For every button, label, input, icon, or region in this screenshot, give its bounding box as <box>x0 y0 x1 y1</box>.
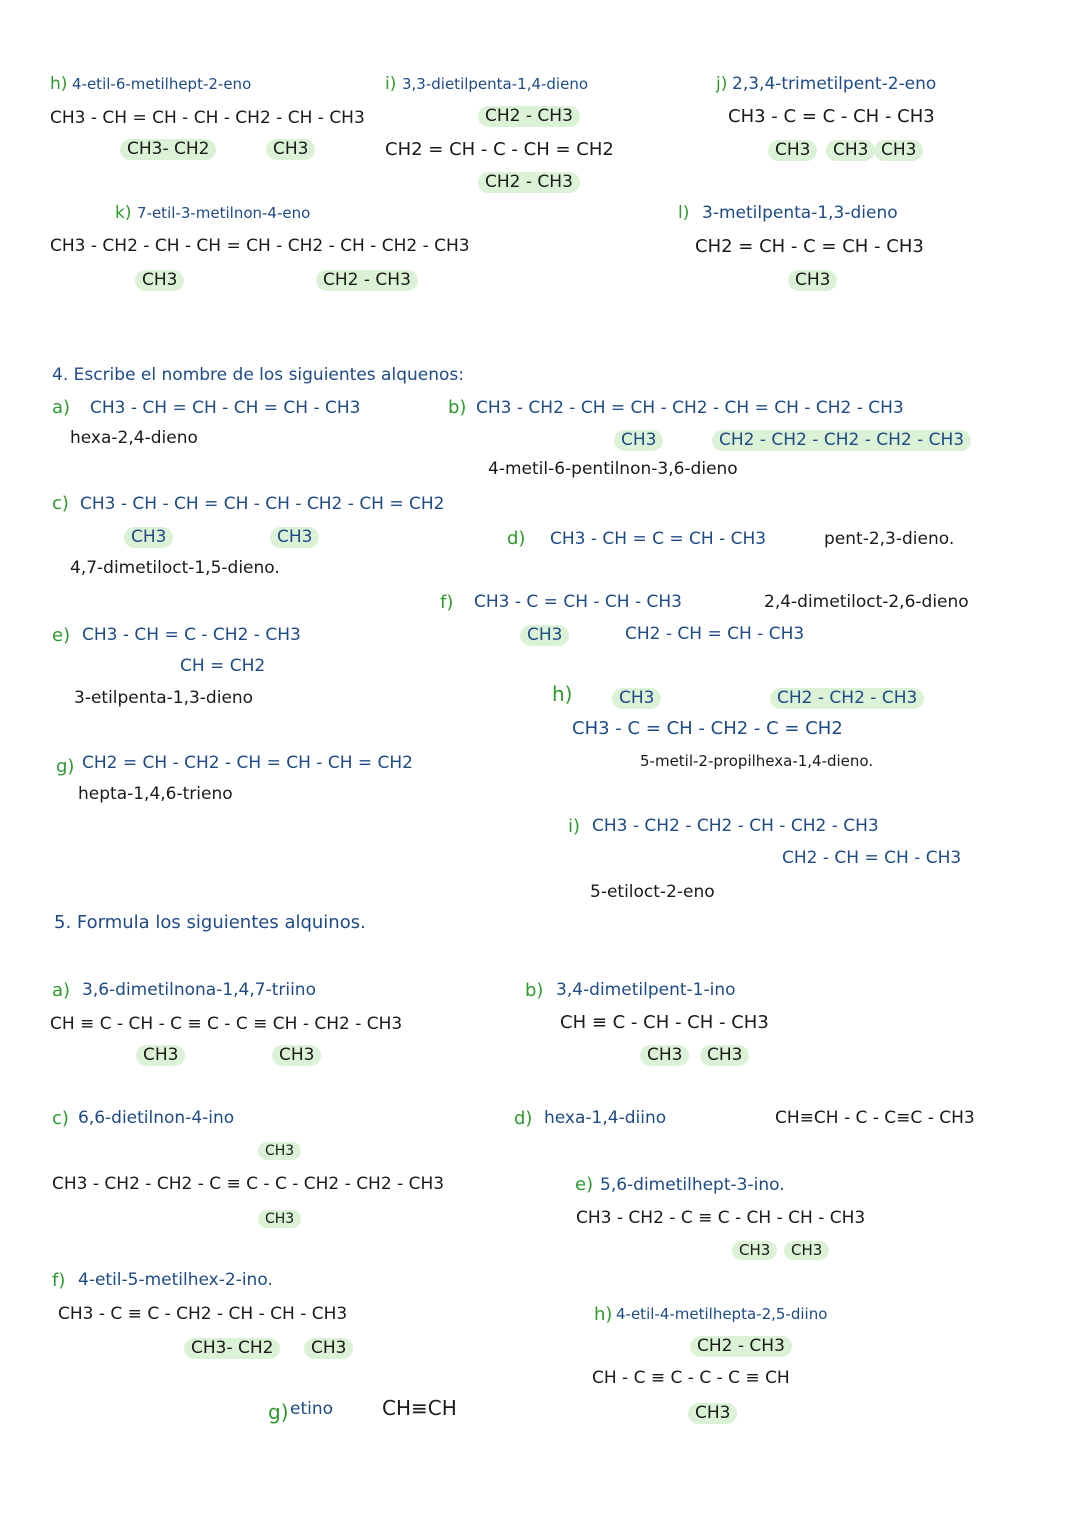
formula-main: CH3 - C = CH - CH - CH3 <box>474 592 682 612</box>
item-label: d) <box>507 528 526 549</box>
formula: CH≡CH <box>382 1396 457 1420</box>
item-label: f) <box>52 1270 66 1291</box>
substituent: CH3 <box>272 1045 321 1066</box>
formula-main: CH3 - C ≡ C - CH2 - CH - CH - CH3 <box>58 1304 348 1324</box>
answer: 5-etiloct-2-eno <box>590 882 715 902</box>
substituent-top: CH2 - CH3 <box>690 1336 792 1357</box>
substituent: CH3 <box>826 140 875 161</box>
compound-name: etino <box>290 1399 334 1419</box>
compound-name: 5,6-dimetilhept-3-ino. <box>600 1175 785 1195</box>
section-5-title: 5. Formula los siguientes alquinos. <box>54 912 366 933</box>
item-label: h) <box>50 74 68 94</box>
item-label: d) <box>514 1108 533 1129</box>
substituent-top: CH2 - CH2 - CH3 <box>770 688 924 709</box>
compound-name: 4-etil-5-metilhex-2-ino. <box>78 1270 273 1290</box>
answer: 3-etilpenta-1,3-dieno <box>74 688 254 708</box>
formula-main: CH - C ≡ C - C - C ≡ CH <box>592 1368 790 1388</box>
answer: 2,4-dimetiloct-2,6-dieno <box>764 592 969 612</box>
formula-main: CH ≡ C - CH - C ≡ C - C ≡ CH - CH2 - CH3 <box>50 1014 403 1034</box>
formula-main: CH3 - CH2 - CH2 - CH - CH2 - CH3 <box>592 816 879 836</box>
answer: hepta-1,4,6-trieno <box>78 784 233 804</box>
substituent: CH3 <box>135 270 184 291</box>
formula-main: CH2 = CH - CH2 - CH = CH - CH = CH2 <box>82 753 414 773</box>
item-label: b) <box>448 397 467 418</box>
item-label: j) <box>716 74 728 94</box>
substituent-bottom: CH3 <box>258 1210 301 1228</box>
compound-name: 6,6-dietilnon-4-ino <box>78 1108 235 1128</box>
item-label: e) <box>575 1174 594 1195</box>
substituent-bottom: CH3 <box>688 1403 737 1424</box>
item-label: l) <box>678 203 690 223</box>
item-label: i) <box>568 816 581 837</box>
item-label: e) <box>52 625 71 646</box>
compound-name: 7-etil-3-metilnon-4-eno <box>137 204 311 222</box>
substituent: CH3 <box>788 270 837 291</box>
substituent: CH3 <box>124 527 173 548</box>
substituent-top: CH3 <box>258 1142 301 1160</box>
substituent-bottom: CH2 - CH3 <box>478 172 580 193</box>
compound-name: 3,4-dimetilpent-1-ino <box>556 980 736 1000</box>
answer: 5-metil-2-propilhexa-1,4-dieno. <box>640 752 874 770</box>
answer: pent-2,3-dieno. <box>824 529 955 549</box>
compound-name: 3-metilpenta-1,3-dieno <box>702 203 898 223</box>
substituent: CH3 <box>270 527 319 548</box>
substituent: CH3 <box>136 1045 185 1066</box>
formula-main: CH3 - CH = C - CH2 - CH3 <box>82 625 301 645</box>
formula-main: CH2 = CH - C - CH = CH2 <box>385 139 614 160</box>
compound-name: 3,3-dietilpenta-1,4-dieno <box>402 75 589 93</box>
substituent: CH3 <box>732 1241 777 1260</box>
formula-main: CH ≡ C - CH - CH - CH3 <box>560 1012 769 1033</box>
formula-main: CH2 = CH - C = CH - CH3 <box>695 236 924 257</box>
substituent: CH3 <box>640 1045 689 1066</box>
section-4-title: 4. Escribe el nombre de los siguientes alquenos: <box>52 365 464 385</box>
item-label: f) <box>440 592 454 613</box>
compound-name: 4-etil-4-metilhepta-2,5-diino <box>616 1305 828 1323</box>
item-label: g) <box>268 1400 289 1424</box>
substituent: CH3 <box>874 140 923 161</box>
item-label: c) <box>52 493 69 514</box>
formula-main: CH3 - CH = CH - CH = CH - CH3 <box>90 398 361 418</box>
formula-main: CH3 - CH2 - C ≡ C - CH - CH - CH3 <box>576 1208 866 1228</box>
substituent-top: CH2 - CH3 <box>478 106 580 127</box>
formula-main: CH3 - CH = CH - CH - CH2 - CH - CH3 <box>50 108 365 128</box>
formula-main: CH3 - CH = C = CH - CH3 <box>550 529 767 549</box>
formula-main: CH3 - CH - CH = CH - CH - CH2 - CH = CH2 <box>80 494 445 514</box>
item-label: h) <box>594 1304 613 1325</box>
compound-name: 4-etil-6-metilhept-2-eno <box>72 75 252 93</box>
compound-name: 2,3,4-trimetilpent-2-eno <box>732 74 937 94</box>
substituent-top: CH3 <box>612 688 661 709</box>
answer: hexa-2,4-dieno <box>70 428 198 448</box>
item-label: k) <box>115 203 132 223</box>
item-label: a) <box>52 980 71 1001</box>
substituent: CH2 - CH = CH - CH3 <box>625 624 805 644</box>
formula-main: CH3 - CH2 - CH - CH = CH - CH2 - CH - CH2 - CH3 <box>50 236 470 256</box>
compound-name: 3,6-dimetilnona-1,4,7-triino <box>82 980 316 1000</box>
substituent: CH2 - CH2 - CH2 - CH2 - CH3 <box>712 430 971 451</box>
formula: CH≡CH - C - C≡C - CH3 <box>775 1108 975 1128</box>
substituent: CH2 - CH = CH - CH3 <box>782 848 962 868</box>
substituent: CH3 <box>700 1045 749 1066</box>
item-label: h) <box>552 682 573 706</box>
item-label: b) <box>525 980 544 1001</box>
item-label: i) <box>385 74 397 94</box>
item-label: a) <box>52 397 71 418</box>
substituent: CH3 <box>266 139 315 160</box>
answer: 4,7-dimetiloct-1,5-dieno. <box>70 558 280 578</box>
substituent: CH3- CH2 <box>120 139 216 160</box>
item-label: g) <box>56 756 75 777</box>
substituent: CH3 <box>304 1338 353 1359</box>
substituent: CH2 - CH3 <box>316 270 418 291</box>
answer: 4-metil-6-pentilnon-3,6-dieno <box>488 459 738 479</box>
formula-main: CH3 - C = CH - CH2 - C = CH2 <box>572 718 843 739</box>
substituent: CH3 <box>614 430 663 451</box>
substituent: CH3 <box>784 1241 829 1260</box>
substituent: CH3 <box>520 625 569 646</box>
substituent: CH = CH2 <box>180 656 266 676</box>
formula-main: CH3 - CH2 - CH = CH - CH2 - CH = CH - CH2 - CH3 <box>476 398 904 418</box>
item-label: c) <box>52 1108 69 1129</box>
formula-main: CH3 - C = C - CH - CH3 <box>728 106 935 127</box>
compound-name: hexa-1,4-diino <box>544 1108 667 1128</box>
formula-main: CH3 - CH2 - CH2 - C ≡ C - C - CH2 - CH2 - CH3 <box>52 1174 445 1194</box>
substituent: CH3- CH2 <box>184 1338 280 1359</box>
substituent: CH3 <box>768 140 817 161</box>
